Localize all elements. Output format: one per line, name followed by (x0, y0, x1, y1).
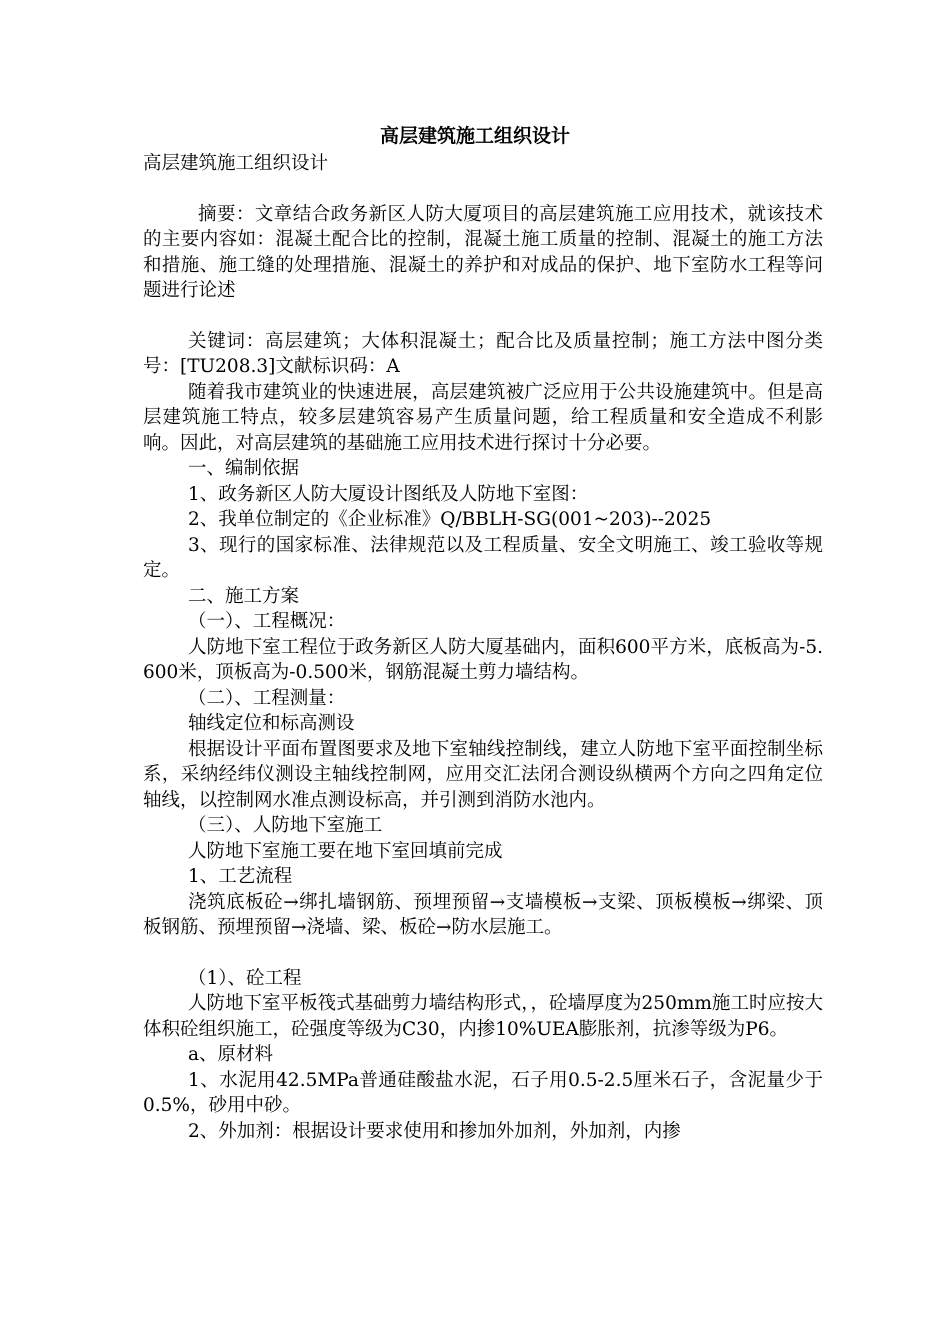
list-item: 2、外加剂：根据设计要求使用和掺加外加剂，外加剂，内掺 (188, 1120, 681, 1142)
subsection-heading: a、原材料 (188, 1044, 274, 1065)
paragraph: 轴线定位和标高测设 (188, 713, 355, 734)
abstract-paragraph: 摘要：文章结合政务新区人防大厦项目的高层建筑施工应用技术，就该技术的主要内容如：混凝土配合比的控制，混凝土施工质量的控制、混凝土的施工方法和措施、施工缝的处理措施、混凝土的养护和对成品的保护、地下室防水工程等问题进行论述 (143, 203, 823, 301)
paragraph: 人防地下室工程位于政务新区人防大厦基础内，面积600平方米，底板高为-5.600米，顶板高为-0.500米，钢筋混凝土剪力墙结构。 (143, 636, 823, 683)
list-item: 1、水泥用42.5MPa普通硅酸盐水泥，石子用0.5-2.5厘米石子，含泥量少于0.5%，砂用中砂。 (143, 1069, 823, 1116)
paragraph: 人防地下室施工要在地下室回填前完成 (188, 840, 503, 862)
spacer (143, 177, 823, 202)
paragraph: 人防地下室平板筏式基础剪力墙结构形式，，砼墙厚度为250mm施工时应按大体积砼组织施工，砼强度等级为C30，内掺10%UEA膨胀剂，抗渗等级为P6。 (143, 993, 823, 1040)
paragraph: 浇筑底板砼→绑扎墙钢筋、预埋预留→支墙模板→支梁、顶板模板→绑梁、顶板钢筋、预埋预留→浇墙、梁、板砼→防水层施工。 (143, 891, 823, 938)
document-body (143, 151, 823, 1144)
spacer (143, 941, 823, 966)
subsection-heading: （二）、工程测量： (188, 687, 346, 709)
spacer (143, 304, 823, 329)
subsection-heading: 1、工艺流程 (188, 866, 293, 887)
intro-paragraph: 随着我市建筑业的快速进展，高层建筑被广泛应用于公共设施建筑中。但是高层建筑施工特点，较多层建筑容易产生质量问题，给工程质量和安全造成不利影响。因此，对高层建筑的基础施工应用技术进行探讨十分必要。 (143, 381, 823, 454)
subsection-heading: （一）、工程概况： (188, 611, 346, 632)
section-heading: 二、施工方案 (188, 585, 300, 607)
paragraph: 根据设计平面布置图要求及地下室轴线控制线，建立人防地下室平面控制坐标系，采纳经纬仪测设主轴线控制网，应用交汇法闭合测设纵横两个方向之四角定位轴线，以控制网水准点测设标高，并引测到消防水池内。 (143, 738, 823, 811)
section-heading: 一、编制依据 (188, 458, 300, 479)
list-item: 2、我单位制定的《企业标准》Q/BBLH-SG(001~203)--2025 (188, 509, 712, 530)
list-item: 1、政务新区人防大厦设计图纸及人防地下室图： (188, 483, 589, 505)
subsection-heading: （三）、人防地下室施工 (188, 815, 383, 836)
keywords-paragraph: 关键词：高层建筑；大体积混凝土；配合比及质量控制；施工方法中图分类号：[TU208.3]文献标识码：A (143, 330, 823, 377)
list-item: 3、现行的国家标准、法律规范以及工程质量、安全文明施工、竣工验收等规定。 (143, 534, 823, 581)
subsection-heading: （1）、砼工程 (188, 967, 302, 989)
document-title: 高层建筑施工组织设计 (379, 125, 570, 147)
document-subtitle: 高层建筑施工组织设计 (143, 153, 329, 174)
